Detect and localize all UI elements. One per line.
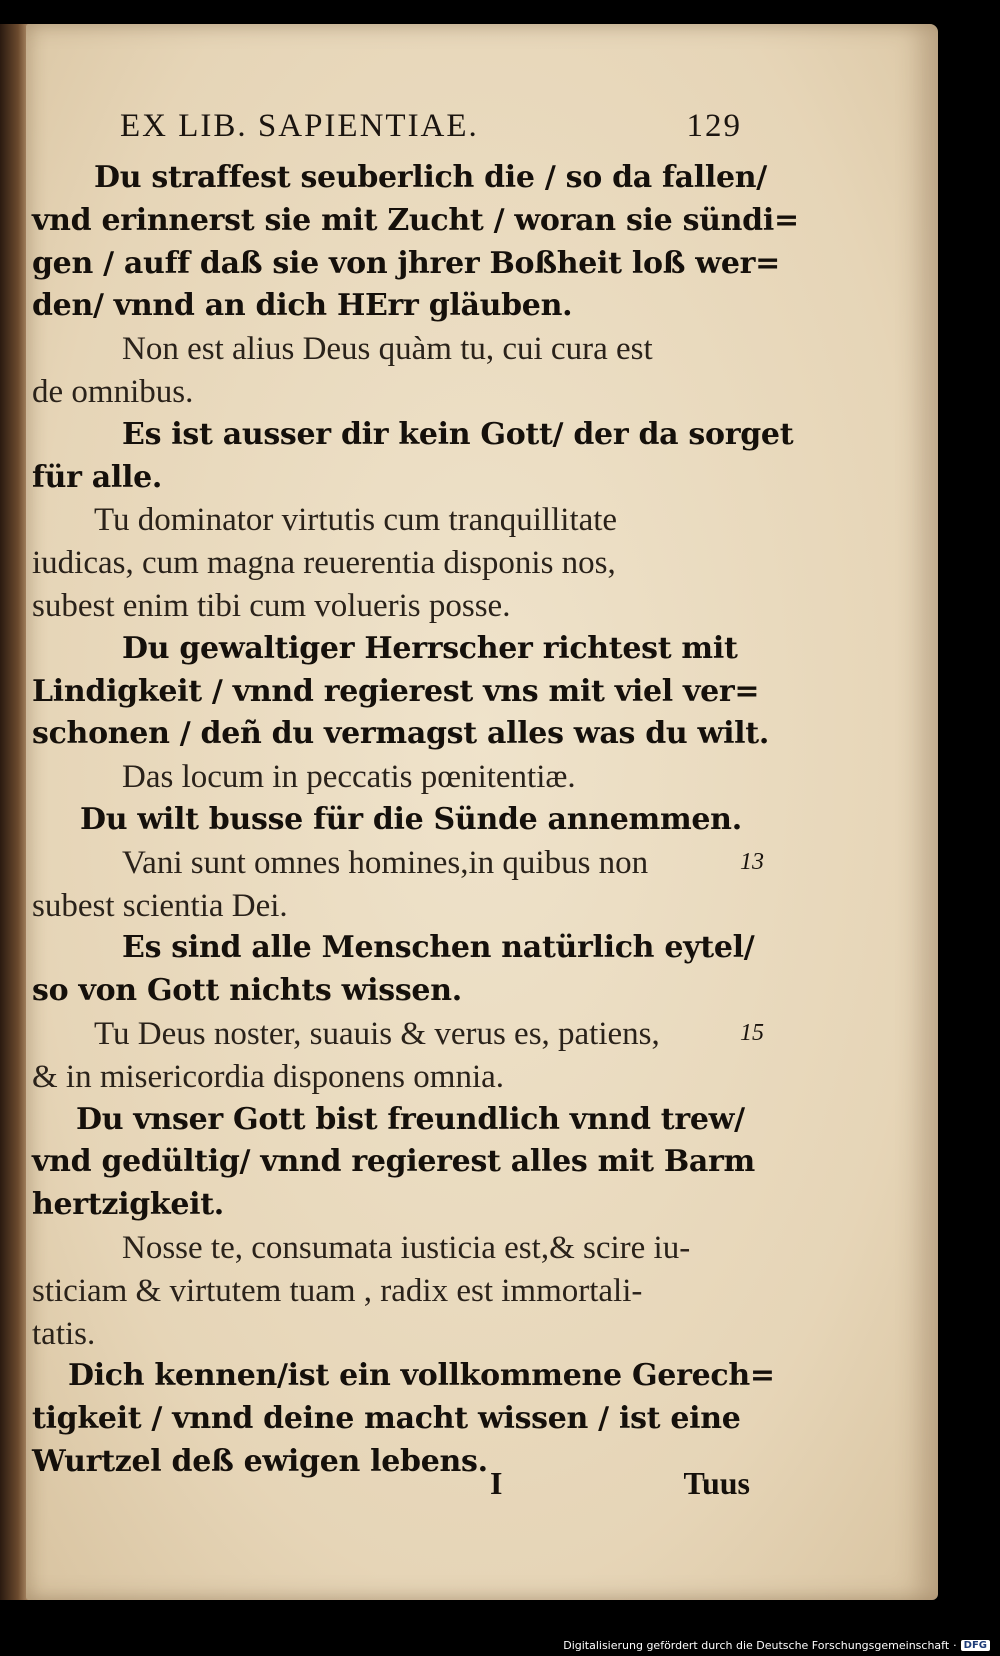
text-line: vnd gedültig/ vnnd regierest alles mit Barm (32, 1144, 755, 1180)
text-line: Du straffest seuberlich die / so da fallen/ (94, 160, 767, 195)
text-line: Dich kennen/ist ein vollkommene Gerech= (68, 1358, 775, 1394)
page-footer (480, 1465, 750, 1505)
running-header (120, 108, 740, 148)
text-line: Vani sunt omnes homines,in quibus non (122, 844, 649, 881)
text-line: Es ist ausser dir kein Gott/ der da sorget (122, 416, 794, 452)
text-line: Es sind alle Menschen natürlich eytel/ (122, 930, 755, 966)
text-line: Wurtzel deß ewigen lebens. (32, 1444, 488, 1479)
text-line: vnd erinnerst sie mit Zucht / woran sie sündi= (32, 202, 799, 238)
text-line: hertzigkeit. (32, 1187, 224, 1223)
text-line: iudicas, cum magna reuerentia disponis nos, (32, 545, 616, 582)
digitization-credit: Digitalisierung gefördert durch die Deutsche Forschungsgemeinschaft · DFG (563, 1639, 990, 1652)
running-head-title: EX LIB. SAPIENTIAE. (120, 108, 479, 144)
text-line: & in misericordia disponens omnia. (32, 1058, 505, 1095)
text-line: subest enim tibi cum volueris posse. (32, 588, 511, 624)
text-line: gen / auff daß sie von jhrer Boßheit loß wer= (32, 245, 780, 281)
text-line: Nosse te, consumata iusticia est,& scire iu- (122, 1230, 691, 1266)
text-line: Non est alius Deus quàm tu, cui cura est (122, 331, 653, 368)
margin-verse-number: 15 (740, 1020, 764, 1046)
dfg-logo: DFG (961, 1640, 990, 1651)
text-line: den/ vnnd an dich HErr gläuben. (32, 288, 573, 324)
margin-verse-number: 13 (740, 848, 764, 875)
signature-mark: I (490, 1465, 503, 1501)
text-line: tatis. (32, 1315, 96, 1352)
text-line: für alle. (32, 459, 163, 495)
text-line: schonen / deñ du vermagst alles was du wilt. (32, 716, 769, 752)
text-line: Tu Deus noster, suauis & verus es, patiens, (94, 1016, 660, 1052)
text-line: Tu dominator virtutis cum tranquillitate (94, 502, 618, 539)
catchword: Tuus (683, 1465, 750, 1501)
page-number: 129 (686, 108, 742, 144)
text-line: Lindigkeit / vnnd regierest vns mit viel ver= (32, 673, 760, 709)
text-line: de omnibus. (32, 374, 194, 410)
text-line: so von Gott nichts wissen. (32, 973, 462, 1009)
text-line: Du vnser Gott bist freundlich vnnd trew/ (76, 1101, 745, 1137)
text-line: subest scientia Dei. (32, 887, 288, 924)
text-line: Du wilt busse für die Sünde annemmen. (80, 802, 742, 837)
text-line: Du gewaltiger Herrscher richtest mit (122, 630, 738, 666)
text-line: Das locum in peccatis pœnitentiæ. (122, 759, 576, 796)
text-line: tigkeit / vnnd deine macht wissen / ist eine (32, 1401, 741, 1437)
credit-text: Digitalisierung gefördert durch die Deutsche Forschungsgemeinschaft (563, 1639, 950, 1652)
text-line: sticiam & virtutem tuam , radix est immortali- (32, 1272, 643, 1309)
